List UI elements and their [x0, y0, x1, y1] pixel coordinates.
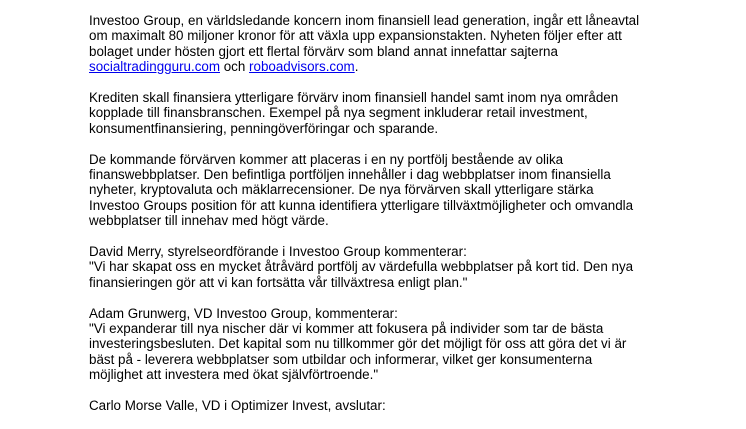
text-line: Investoo Groups position för att kunna identifiera ytterligare tillväxtmöjligheter och omvandla — [89, 197, 634, 213]
text-line: nyheter, kryptovaluta och mäklarrecensioner. De nya förvärven skall ytterligare stärka — [89, 182, 594, 198]
text-line: kopplade till finansbranschen. Exempel på nya segment inkluderar retail investment, — [89, 105, 588, 121]
text-line: bolaget under hösten gjort ett flertal förvärv som bland annat innefattar sajterna — [89, 43, 558, 59]
roboadvisors-link[interactable]: roboadvisors.com — [249, 59, 355, 75]
text-line: Krediten skall finansiera ytterligare förvärv inom finansiell handel samt inom nya områden — [89, 90, 619, 106]
quote-attribution: David Merry, styrelseordförande i Investoo Group kommenterar: — [89, 244, 467, 260]
quote-line: "Vi expanderar till nya nischer där vi kommer att fokusera på individer som tar de bästa — [89, 321, 604, 337]
credit-paragraph — [89, 90, 689, 136]
press-release-body — [89, 13, 689, 429]
intro-paragraph — [89, 13, 689, 75]
ceo-quote-paragraph — [89, 306, 689, 383]
text-line: finanswebbplatser. Den befintliga portföljen innehåller i dag webbplatser inom finansiella — [89, 167, 611, 183]
socialtradingguru-link[interactable]: socialtradingguru.com — [89, 59, 220, 75]
text-line: webbplatser till innehav med högt värde. — [89, 213, 329, 229]
closing-quote-paragraph — [89, 398, 689, 413]
acquisitions-paragraph — [89, 152, 689, 229]
text-line: konsumentfinansiering, penningöverföringar och sparande. — [89, 120, 439, 136]
quote-attribution: Adam Grunwerg, VD Investoo Group, kommenterar: — [89, 305, 398, 321]
chairman-quote-paragraph — [89, 244, 689, 290]
quote-line: investeringsbesluten. Det kapital som nu tillkommer gör det möjligt för oss att göra det vi är — [89, 336, 627, 352]
text-line: Investoo Group, en världsledande koncern inom finansiell lead generation, ingår ett låneavtal — [89, 13, 640, 28]
quote-attribution: Carlo Morse Valle, VD i Optimizer Invest, avslutar: — [89, 398, 386, 414]
period-text: . — [354, 59, 359, 75]
conjunction-text: och — [220, 59, 250, 75]
text-line: De kommande förvärven kommer att placeras i en ny portfölj bestående av olika — [89, 151, 564, 167]
quote-line: bäst på - leverera webbplatser som utbildar och informerar, vilket ger konsumenterna — [89, 351, 593, 367]
text-line: om maximalt 80 miljoner kronor för att växla upp expansionstakten. Nyheten följer efter att — [89, 28, 622, 44]
quote-line: möjlighet att investera med ökat självförtroende." — [89, 367, 379, 383]
quote-line: "Vi har skapat oss en mycket åtråvärd portfölj av värdefulla webbplatser på kort tid. Den nya — [89, 259, 634, 275]
quote-line: finansieringen gör att vi kan fortsätta vår tillväxtresa enligt plan." — [89, 274, 468, 290]
links-line — [89, 59, 689, 74]
